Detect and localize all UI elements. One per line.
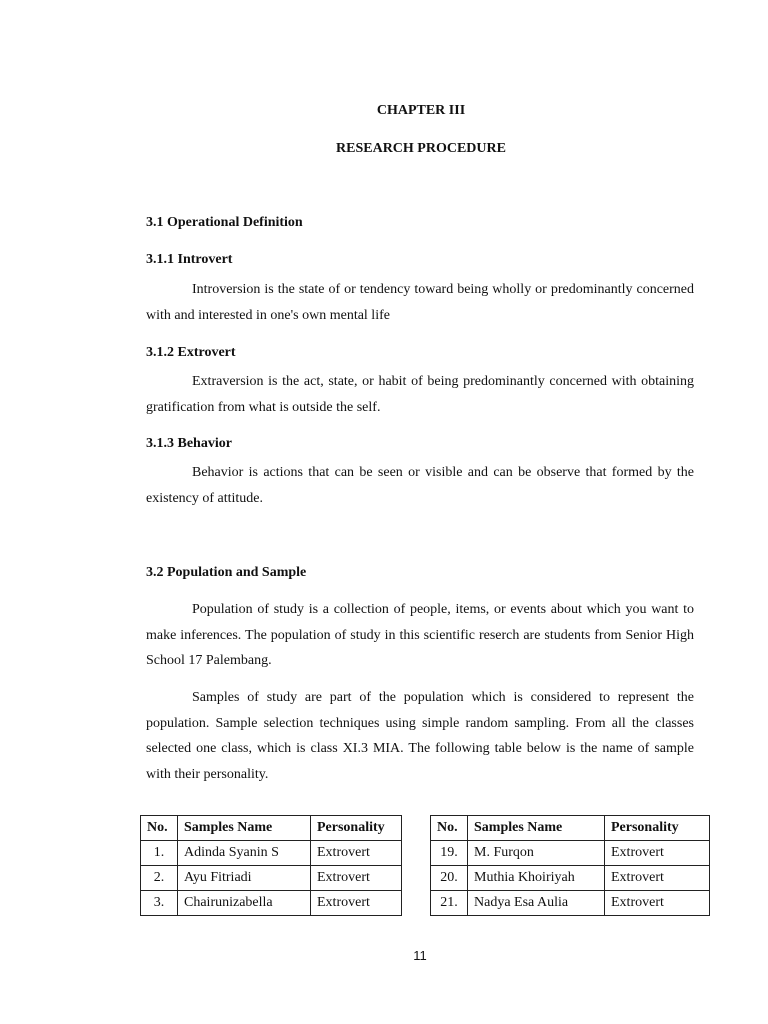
chapter-title: RESEARCH PROCEDURE: [336, 141, 506, 156]
row-no: 3.: [141, 891, 178, 916]
row-no: 19.: [431, 841, 468, 866]
extrovert-definition: Extraversion is the act, state, or habit of being predominantly concerned with obtaining gratification from what is outside the self.: [146, 374, 694, 415]
row-no: 1.: [141, 841, 178, 866]
introvert-definition: Introversion is the state of or tendency toward being wholly or predominantly concerned with and interested in one's own mental life: [146, 282, 694, 323]
population-paragraph: Population of study is a collection of people, items, or events about which you want to make inferences. The population of study in this scientific reserch are students from Senior High School 17 Palembang.: [146, 602, 694, 668]
introvert-heading: 3.1.1 Introvert: [146, 252, 233, 267]
row-name: Nadya Esa Aulia: [468, 891, 605, 916]
sample-table-left: [140, 815, 402, 916]
chapter-heading: CHAPTER III: [376, 103, 466, 118]
behavior-heading: 3.1.3 Behavior: [146, 436, 232, 451]
row-name: M. Furqon: [468, 841, 605, 866]
row-personality: Extrovert: [311, 891, 402, 916]
row-no: 20.: [431, 866, 468, 891]
sample-paragraph: Samples of study are part of the population which is considered to represent the population. Sample selection techniques using simple random sampling. From all the classes selected one class, which is class XI.3 MIA. The following table below is the name of sample with their personality.: [146, 690, 694, 782]
row-no: 2.: [141, 866, 178, 891]
header-samples-name: Samples Name: [468, 816, 605, 841]
section-3-1-heading: 3.1 Operational Definition: [146, 215, 303, 230]
header-samples-name: Samples Name: [178, 816, 311, 841]
row-personality: Extrovert: [311, 841, 402, 866]
row-personality: Extrovert: [311, 866, 402, 891]
extrovert-heading: 3.1.2 Extrovert: [146, 345, 236, 360]
table-row: [431, 866, 710, 891]
header-no: No.: [431, 816, 468, 841]
table-row: [141, 841, 402, 866]
table-row: [141, 891, 402, 916]
header-personality: Personality: [311, 816, 402, 841]
row-personality: Extrovert: [605, 841, 710, 866]
table-row: [431, 841, 710, 866]
section-3-2-heading: 3.2 Population and Sample: [146, 565, 307, 580]
row-personality: Extrovert: [605, 866, 710, 891]
row-personality: Extrovert: [605, 891, 710, 916]
behavior-definition: Behavior is actions that can be seen or visible and can be observe that formed by the existency of attitude.: [146, 465, 694, 506]
row-name: Chairunizabella: [178, 891, 311, 916]
header-personality: Personality: [605, 816, 710, 841]
row-name: Adinda Syanin S: [178, 841, 311, 866]
table-row: [141, 866, 402, 891]
row-no: 21.: [431, 891, 468, 916]
row-name: Muthia Khoiriyah: [468, 866, 605, 891]
table-row: [431, 891, 710, 916]
table-header-row: [431, 816, 710, 841]
table-header-row: [141, 816, 402, 841]
page-number: 11: [413, 948, 427, 963]
sample-table-right: [430, 815, 710, 916]
row-name: Ayu Fitriadi: [178, 866, 311, 891]
header-no: No.: [141, 816, 178, 841]
